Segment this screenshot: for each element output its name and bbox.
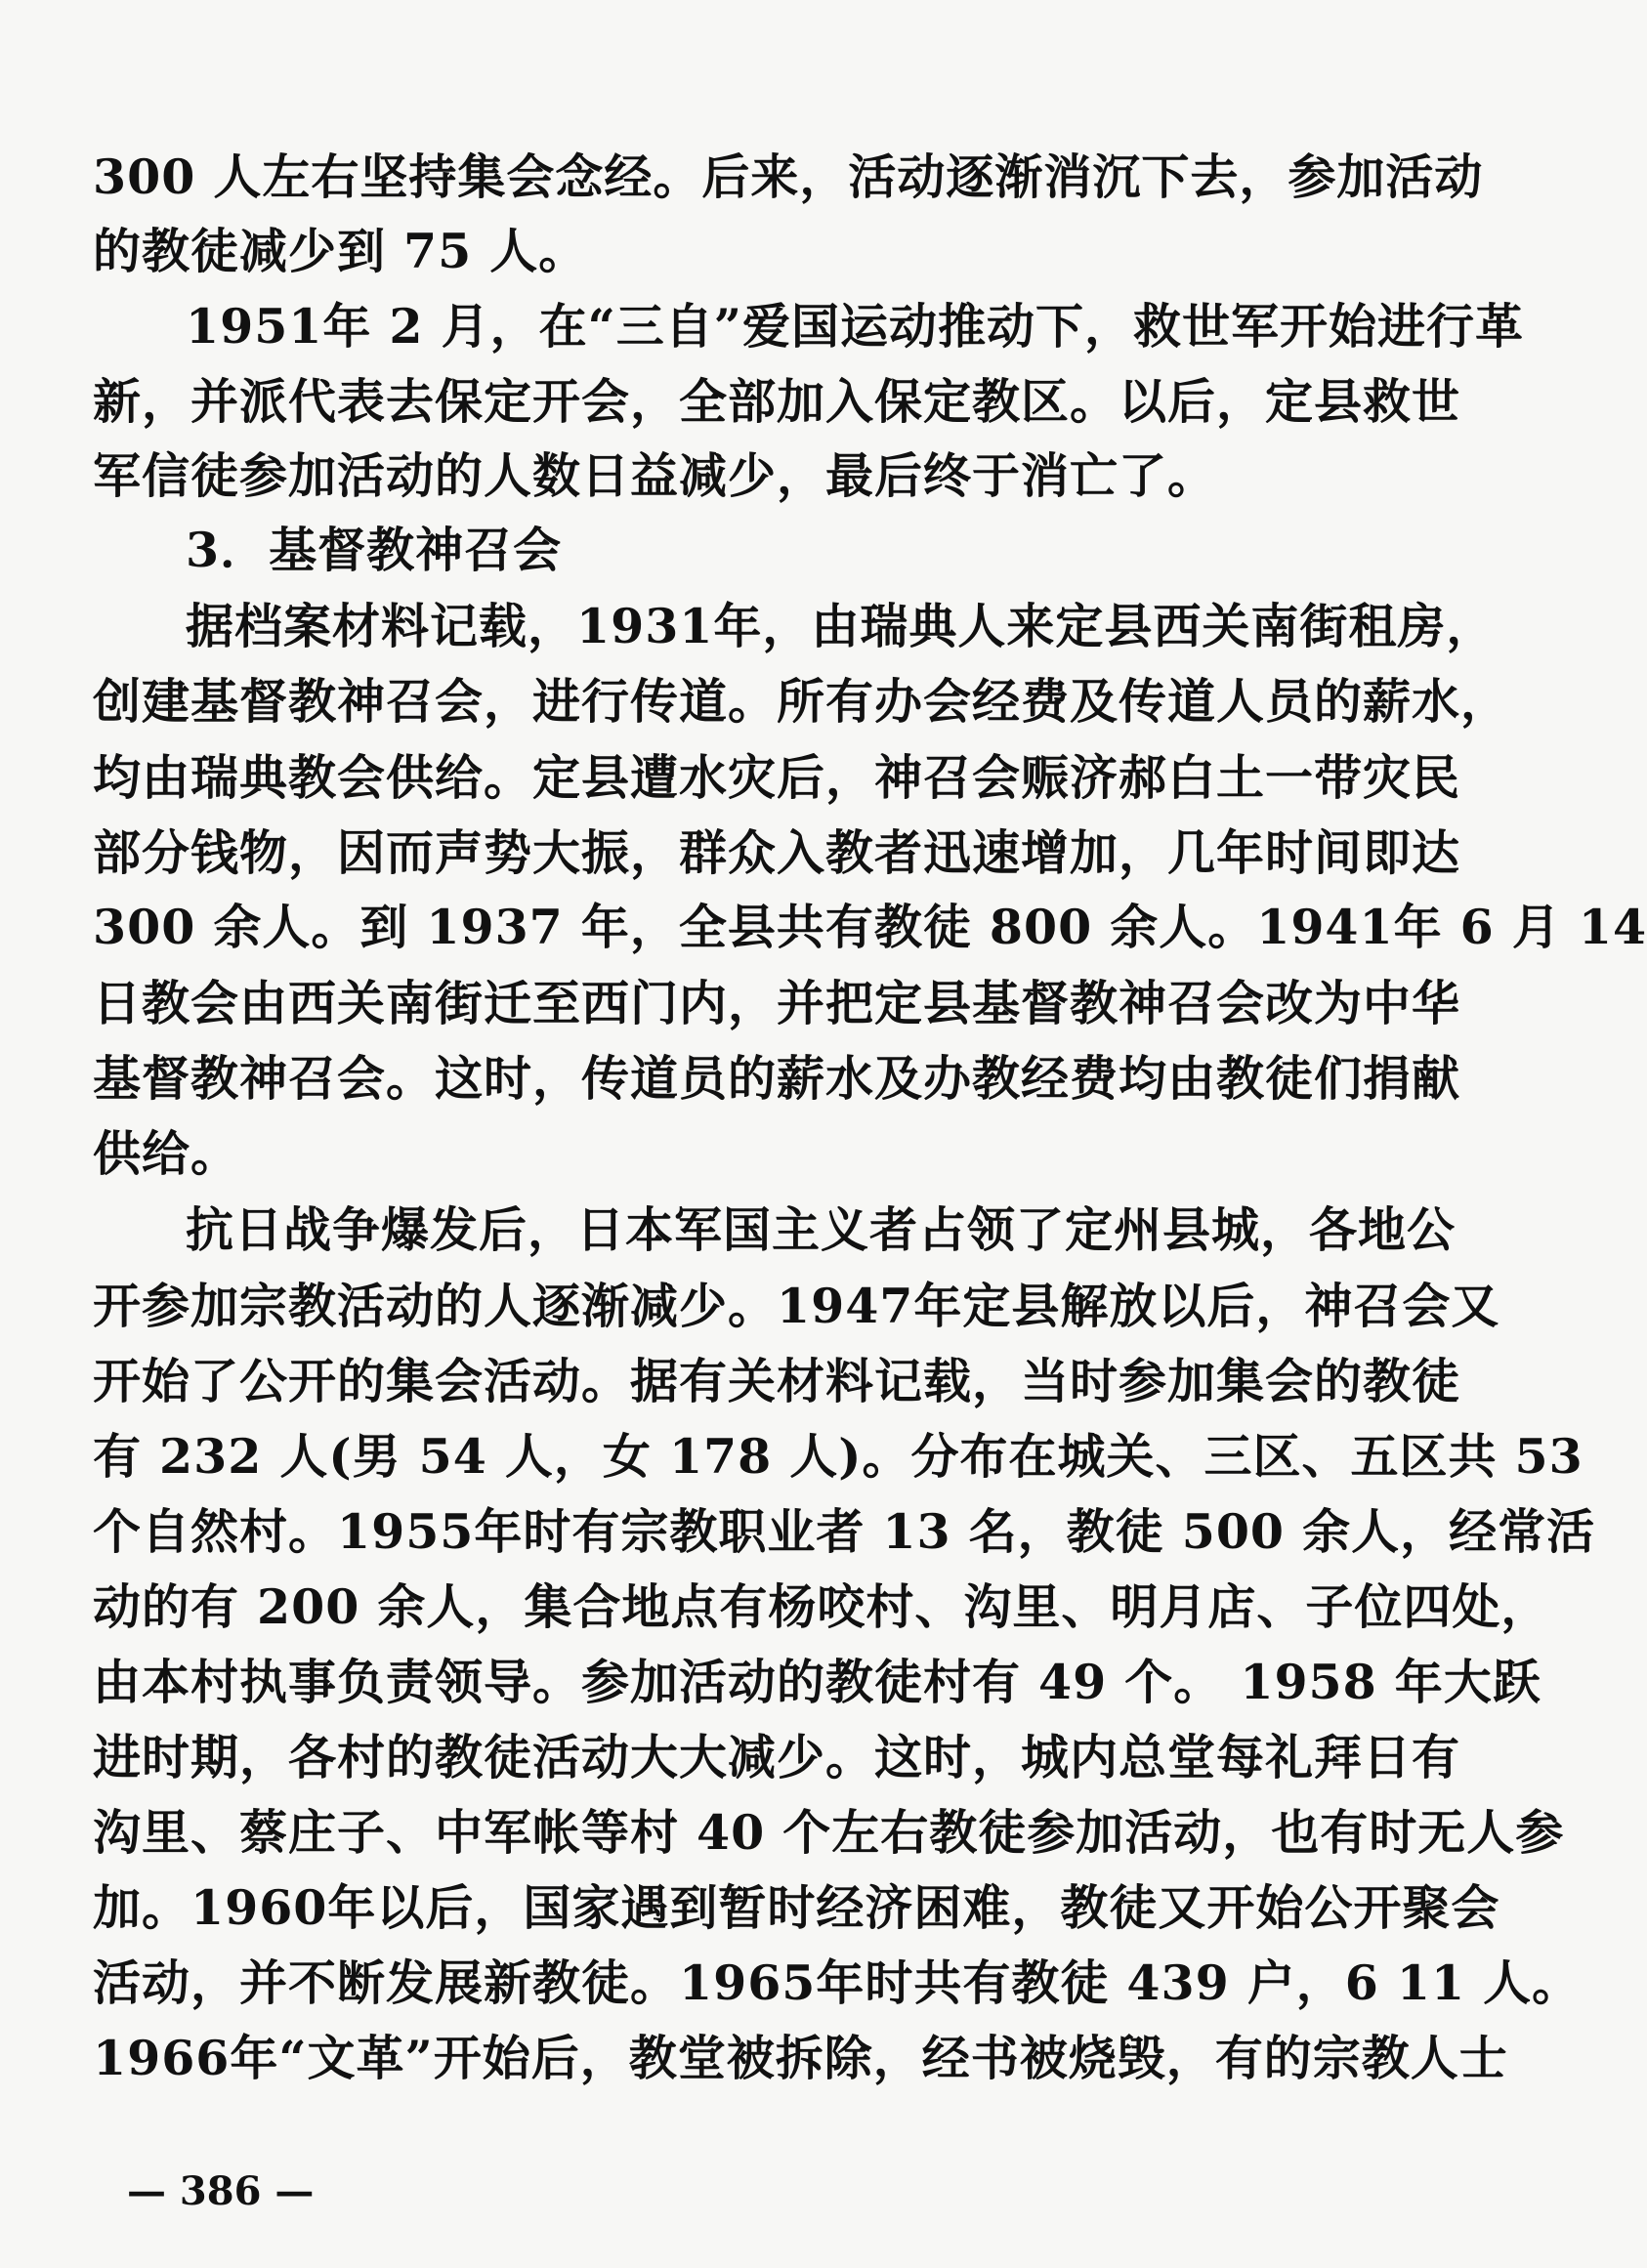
text-line: 300 余人。到 1937 年，全县共有教徒 800 余人。1941年 6 月 14	[93, 899, 1647, 955]
text-line: 均由瑞典教会供给。定县遭水灾后，神召会赈济郝白土一带灾民	[93, 749, 1461, 806]
page-number: — 386 —	[127, 2168, 315, 2214]
text-line: 据档案材料记载，1931年，由瑞典人来定县西关南街租房，	[186, 598, 1496, 654]
text-line: 由本村执事负责领导。参加活动的教徒村有 49 个。 1958 年大跃	[93, 1654, 1541, 1710]
text-line: 开始了公开的集会活动。据有关材料记载，当时参加集会的教徒	[93, 1353, 1461, 1409]
text-line: 的教徒减少到 75 人。	[93, 223, 588, 279]
text-line: 日教会由西关南街迁至西门内，并把定县基督教神召会改为中华	[93, 975, 1461, 1031]
text-line: 1966年“文革”开始后，教堂被拆除，经书被烧毁，有的宗教人士	[93, 2030, 1508, 2086]
text-line: 进时期，各村的教徒活动大大减少。这时，城内总堂每礼拜日有	[93, 1729, 1461, 1785]
text-line: 加。1960年以后，国家遇到暂时经济困难，教徒又开始公开聚会	[93, 1879, 1500, 1936]
text-line: 供给。	[93, 1125, 240, 1182]
text-line: 部分钱物，因而声势大振，群众入教者迅速增加，几年时间即达	[93, 824, 1461, 881]
text-line: 动的有 200 余人，集合地点有杨咬村、沟里、明月店、子位四处，	[93, 1578, 1550, 1635]
text-line: 沟里、蔡庄子、中军帐等村 40 个左右教徒参加活动，也有时无人参	[93, 1804, 1565, 1861]
section-heading: 3．基督教神召会	[186, 522, 563, 578]
text-line: 活动，并不断发展新教徒。1965年时共有教徒 439 户，6 11 人。	[93, 1954, 1582, 2011]
text-line: 300 人左右坚持集会念经。后来，活动逐渐消沉下去，参加活动	[93, 148, 1484, 205]
text-line: 新，并派代表去保定开会，全部加入保定教区。以后，定县救世	[93, 373, 1461, 430]
text-line: 基督教神召会。这时，传道员的薪水及办教经费均由教徒们捐献	[93, 1050, 1461, 1107]
text-line: 开参加宗教活动的人逐渐减少。1947年定县解放以后，神召会又	[93, 1278, 1500, 1334]
text-line: 抗日战争爆发后，日本军国主义者占领了定州县城，各地公	[186, 1201, 1457, 1258]
text-line: 军信徒参加活动的人数日益减少，最后终于消亡了。	[93, 447, 1217, 504]
text-line: 创建基督教神召会，进行传道。所有办会经费及传道人员的薪水，	[93, 673, 1510, 730]
text-line: 有 232 人(男 54 人，女 178 人)。分布在城关、三区、五区共 53	[93, 1428, 1584, 1485]
text-line: 1951年 2 月，在“三自”爱国运动推动下，救世军开始进行革	[186, 298, 1524, 355]
text-line: 个自然村。1955年时有宗教职业者 13 名，教徒 500 余人，经常活	[93, 1503, 1596, 1560]
